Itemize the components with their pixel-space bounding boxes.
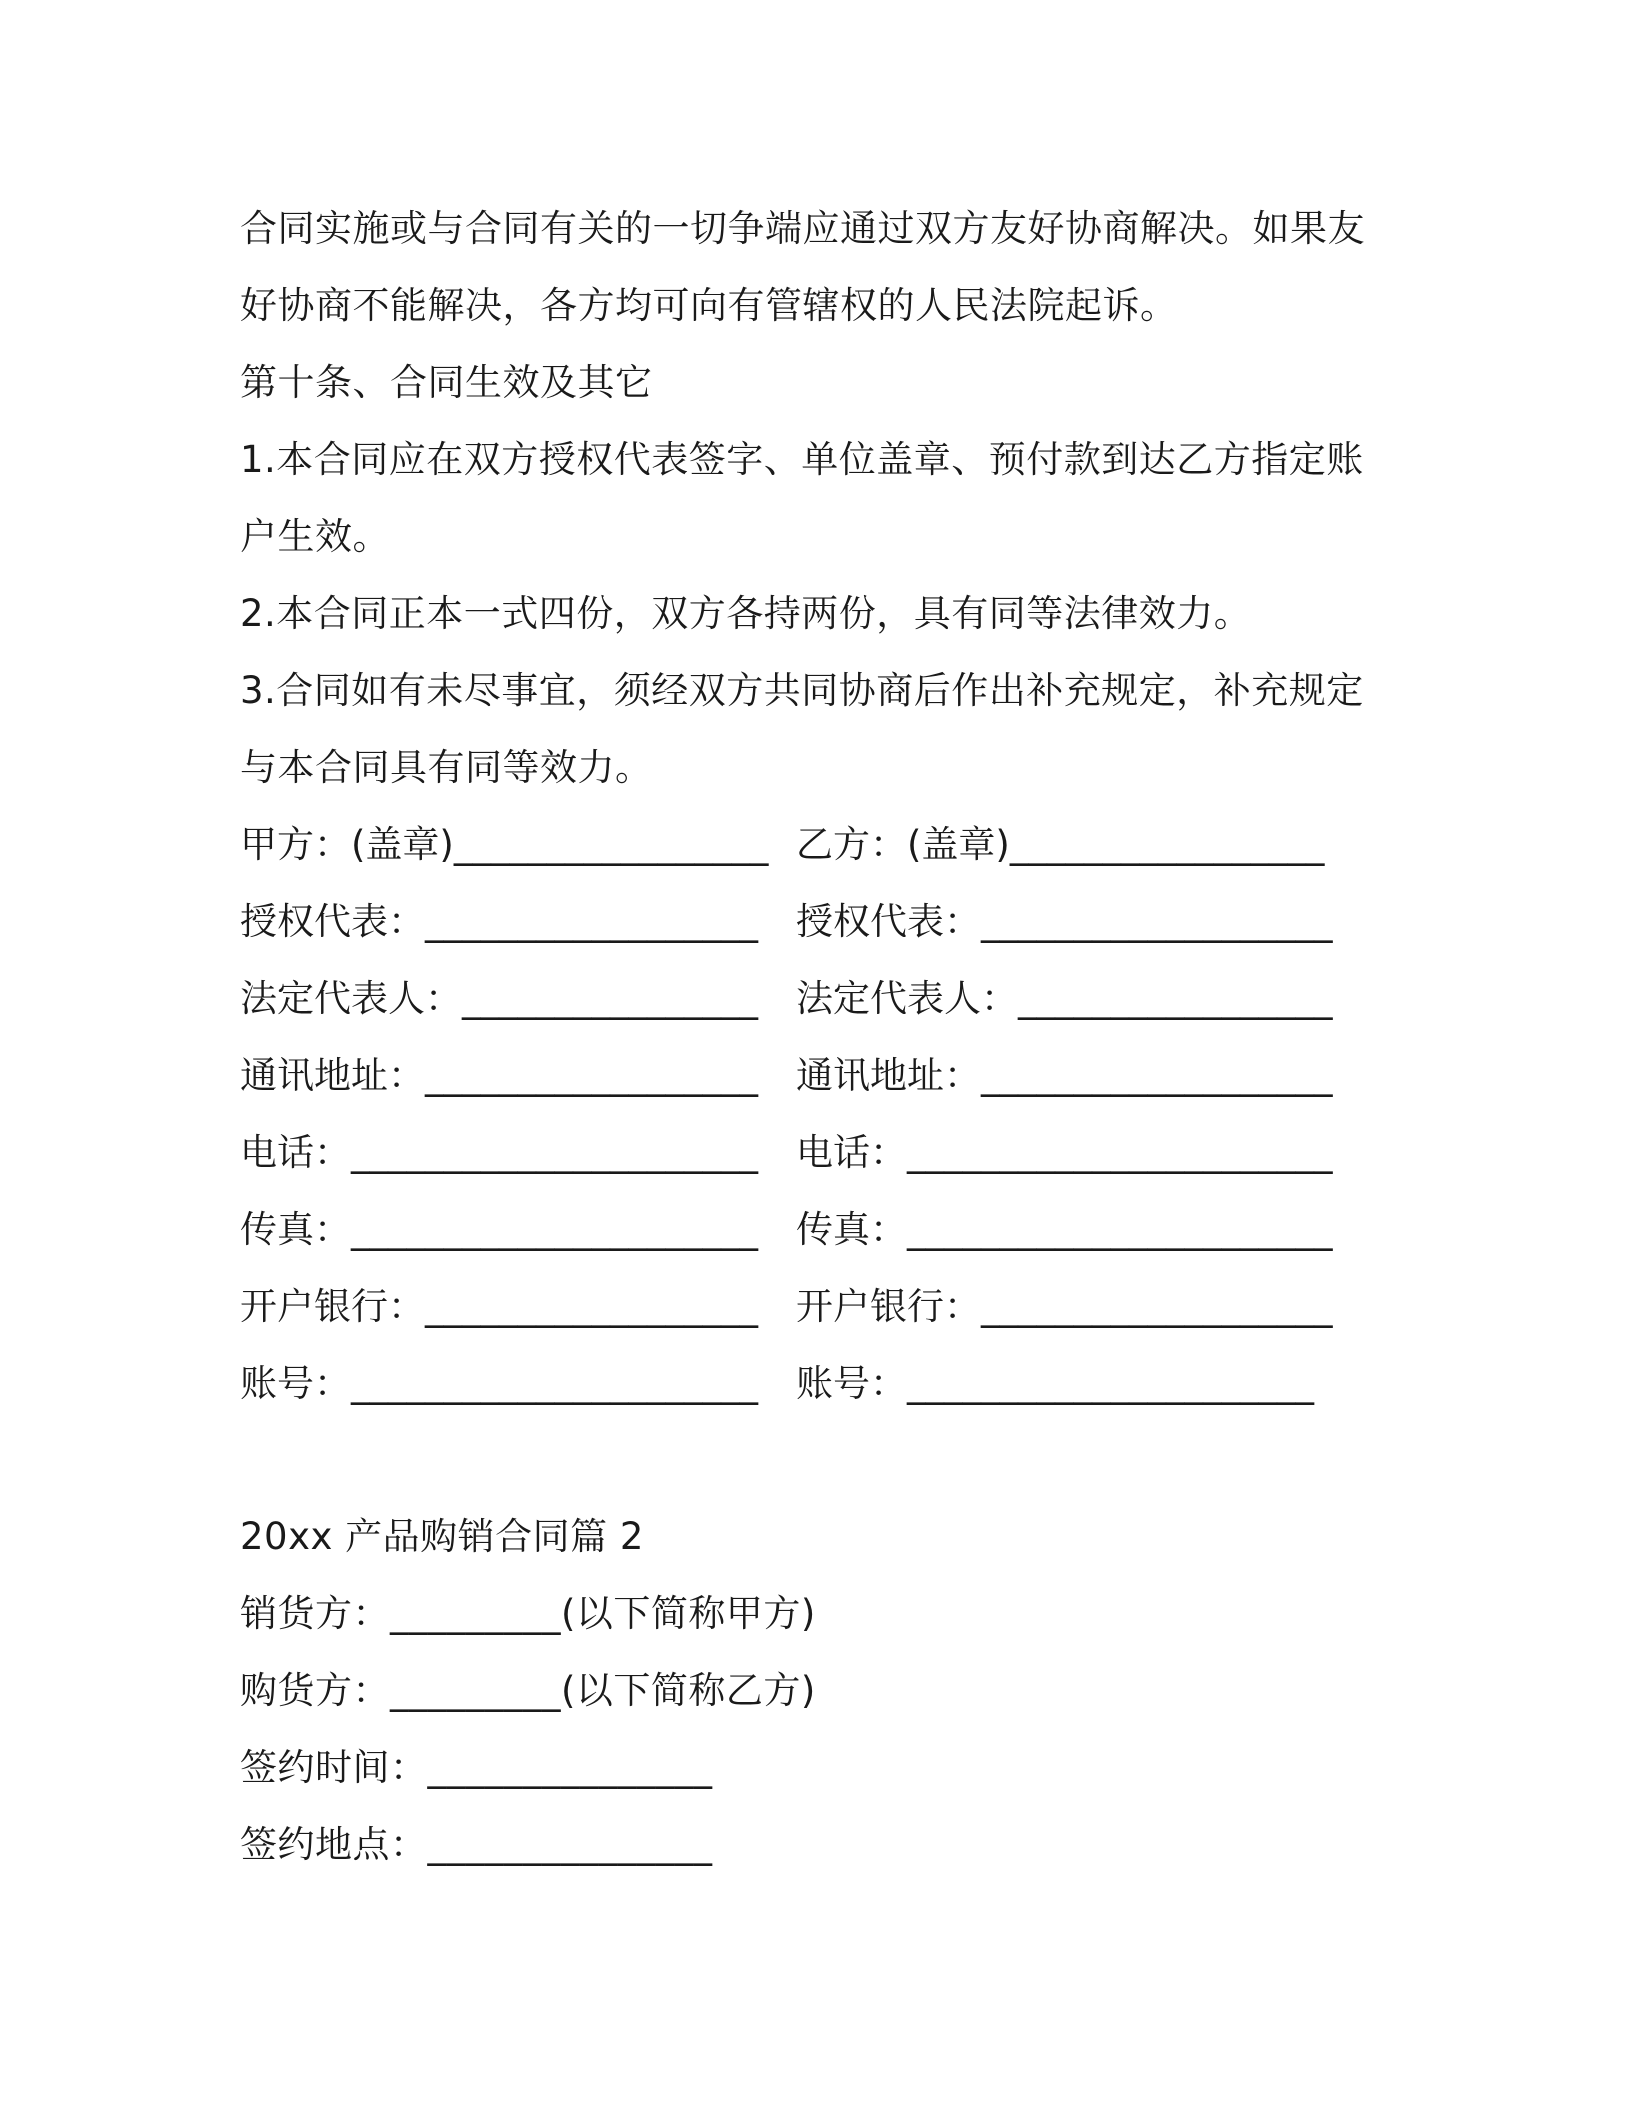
party-b-authorized-rep: 授权代表：___________________ bbox=[796, 900, 1333, 943]
party-a-bank: 开户银行：__________________ bbox=[240, 1285, 758, 1328]
signature-row bbox=[240, 1268, 1370, 1345]
signature-row bbox=[240, 960, 1370, 1037]
party-b-bank: 开户银行：___________________ bbox=[796, 1285, 1333, 1328]
paragraph-line: 好协商不能解决，各方均可向有管辖权的人民法院起诉。 bbox=[240, 284, 1178, 327]
clause-line: 3.合同如有未尽事宜，须经双方共同协商后作出补充规定，补充规定 bbox=[240, 669, 1364, 712]
document-content bbox=[240, 190, 1370, 1883]
clause-line: 户生效。 bbox=[240, 515, 390, 558]
party-a-account: 账号：______________________ bbox=[240, 1362, 758, 1405]
signature-row bbox=[240, 1191, 1370, 1268]
party-a-authorized-rep: 授权代表：__________________ bbox=[240, 900, 758, 943]
party-a-seal: 甲方：(盖章)_________________ bbox=[240, 823, 769, 866]
section-title: 20xx 产品购销合同篇 2 bbox=[240, 1515, 644, 1558]
party-a-phone: 电话：______________________ bbox=[240, 1131, 758, 1174]
signature-row bbox=[240, 806, 1370, 883]
buyer-line: 购货方：_________(以下简称乙方) bbox=[240, 1669, 816, 1712]
clause-line: 1.本合同应在双方授权代表签字、单位盖章、预付款到达乙方指定账 bbox=[240, 438, 1364, 481]
party-b-address: 通讯地址：___________________ bbox=[796, 1054, 1333, 1097]
signature-row bbox=[240, 1345, 1370, 1422]
clause-line: 与本合同具有同等效力。 bbox=[240, 746, 653, 789]
party-b-account: 账号：______________________ bbox=[796, 1362, 1314, 1405]
signature-row bbox=[240, 1037, 1370, 1114]
clause-line: 2.本合同正本一式四份，双方各持两份，具有同等法律效力。 bbox=[240, 592, 1252, 635]
section-spacer bbox=[240, 1422, 1370, 1498]
party-b-fax: 传真：_______________________ bbox=[796, 1208, 1333, 1251]
party-a-legal-rep: 法定代表人：________________ bbox=[240, 977, 758, 1020]
signature-row bbox=[240, 883, 1370, 960]
section-heading: 第十条、合同生效及其它 bbox=[240, 361, 653, 404]
party-b-phone: 电话：_______________________ bbox=[796, 1131, 1333, 1174]
party-b-seal: 乙方：(盖章)_________________ bbox=[796, 823, 1325, 866]
paragraph-line: 合同实施或与合同有关的一切争端应通过双方友好协商解决。如果友 bbox=[240, 207, 1365, 250]
signing-place-line: 签约地点：_______________ bbox=[240, 1823, 713, 1866]
party-a-fax: 传真：______________________ bbox=[240, 1208, 758, 1251]
party-b-legal-rep: 法定代表人：_________________ bbox=[796, 977, 1333, 1020]
signing-time-line: 签约时间：_______________ bbox=[240, 1746, 713, 1789]
seller-line: 销货方：_________(以下简称甲方) bbox=[240, 1592, 816, 1635]
party-a-address: 通讯地址：__________________ bbox=[240, 1054, 758, 1097]
signature-row bbox=[240, 1114, 1370, 1191]
